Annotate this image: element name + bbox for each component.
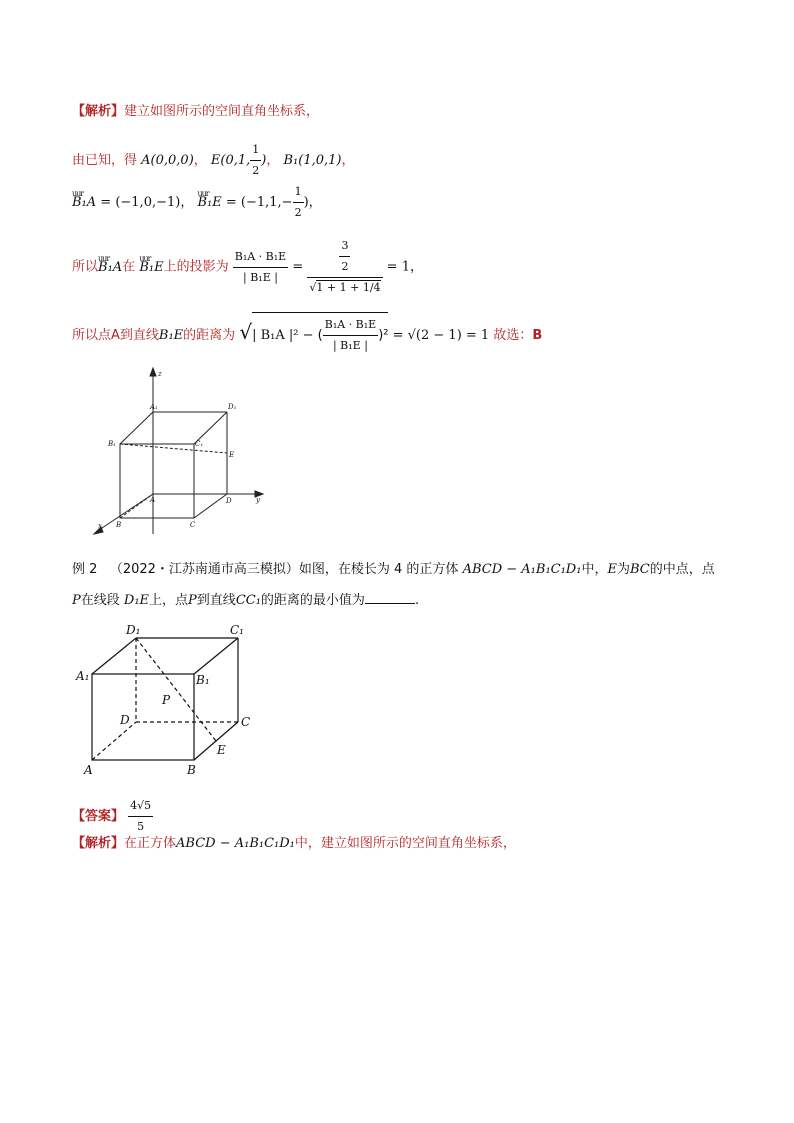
solution1-line1: 【解析】建立如图所示的空间直角坐标系， — [72, 104, 320, 119]
solution1-line4: 所以uur B₁A在 uur B₁E上的投影为 $\frac{\text{B₁A · B₁E}}{\text{| B₁E |}}$ = $\frac{\frac{3}{2}}{√1 + 1 + 1/4}$ = 1， — [72, 236, 423, 298]
answer-blank — [365, 591, 415, 604]
fig1-label-C1: C₁ — [195, 440, 204, 448]
fig2-label-C1: C₁ — [230, 623, 244, 637]
fig1-label-y: y — [256, 496, 260, 504]
analysis-tag: 【解析】 — [72, 104, 125, 119]
answer-line: 【答案】 $\frac{4√5}{5}$ — [72, 796, 153, 837]
fig1-label-E: E — [229, 451, 235, 459]
projection-value-fraction: $\frac{\frac{3}{2}}{√1 + 1 + 1/4}$ — [307, 236, 382, 298]
fig1-label-x: x — [98, 522, 102, 530]
fraction: $\frac{1}{2}$ — [293, 182, 304, 223]
fig2-label-D1: D₁ — [126, 623, 141, 637]
fig2-label-A: A — [84, 763, 93, 777]
solution1-line3: uur B₁A = (−1,0,−1)， uur B₁E = (−1,1,− $\frac{1}{2}$ )， — [72, 182, 322, 223]
fraction: $\frac{1}{2}$ — [250, 140, 261, 181]
fig1-label-B1: B₁ — [108, 440, 116, 448]
solution2-line: 【解析】在正方体ABCD − A₁B₁C₁D₁中，建立如图所示的空间直角坐标系， — [72, 836, 516, 851]
figure1-cube-axes — [88, 362, 278, 540]
fig2-label-B1: B₁ — [196, 673, 210, 687]
fig1-label-B: B — [116, 521, 122, 529]
projection-fraction: $\frac{\text{B₁A · B₁E}}{\text{| B₁E |}}$ — [233, 247, 288, 288]
fig1-label-z: z — [158, 370, 162, 378]
fig1-label-A1: A₁ — [150, 403, 158, 411]
fig1-label-D: D — [226, 497, 232, 505]
fig2-label-D: D — [120, 713, 130, 727]
solution1-line5: 所以点A到直线B₁E的距离为 √| B₁A |² − ( $\frac{\text{B₁A · B₁E}}{\text{| B₁E |}}$ )² = √(2 − 1) = 1 故选：B — [72, 312, 542, 356]
example2-line2: P在线段 D₁E上，点P到直线CC₁的距离的最小值为 . — [72, 593, 420, 608]
fig2-label-A1: A₁ — [76, 669, 90, 683]
answer-fraction: $\frac{4√5}{5}$ — [128, 796, 153, 837]
example2-line1: 例 2 （2022・江苏南通市高三模拟）如图，在棱长为 4 的正方体 ABCD − A₁B₁C₁D₁中，E为BC的中点，点 — [72, 562, 715, 577]
figure2-cube — [74, 620, 264, 780]
fig1-label-C: C — [190, 521, 196, 529]
fig2-label-E: E — [217, 743, 226, 757]
fig1-label-A: A — [150, 496, 156, 504]
fig2-label-P: P — [162, 693, 171, 707]
fig2-label-B: B — [187, 763, 196, 777]
fig2-label-C: C — [241, 715, 251, 729]
fig1-label-D1: D₁ — [228, 403, 237, 411]
solution1-line2: 由已知，得 A(0,0,0)， E(0,1, $\frac{1}{2}$ )， B₁(1,0,1)， — [72, 140, 355, 181]
